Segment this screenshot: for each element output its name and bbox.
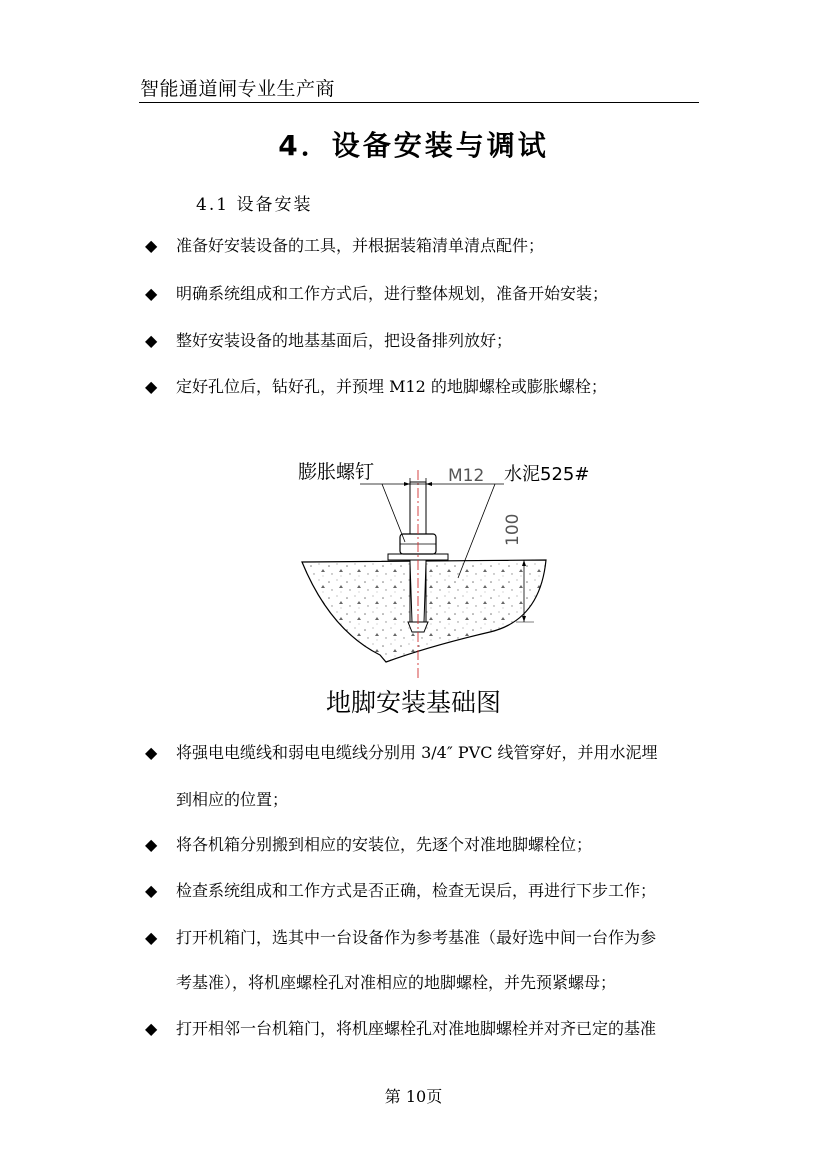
bullet-item: 将各机箱分别搬到相应的安装位，先逐个对准地脚螺栓位； [176,835,593,854]
diamond-bullet-icon: ◆ [145,236,158,255]
diamond-bullet-icon: ◆ [145,1019,158,1038]
bullet-item-continuation: 考基准），将机座螺栓孔对准相应的地脚螺栓，并先预紧螺母； [176,973,617,992]
page-number: 第 10页 [384,1087,443,1106]
diamond-bullet-icon: ◆ [145,284,158,303]
foundation-diagram [290,450,590,680]
label-m12: M12 [448,466,485,486]
diamond-bullet-icon: ◆ [145,835,158,854]
header-text: 智能通道闸专业生产商 [140,78,336,100]
label-cement: 水泥525# [504,464,590,485]
bullet-item: 定好孔位后，钻好孔，并预埋 M12 的地脚螺栓或膨胀螺栓； [176,377,607,396]
bullet-item: 打开相邻一台机箱门，将机座螺栓孔对准地脚螺栓并对齐已定的基准 [176,1019,657,1038]
bullet-item: 明确系统组成和工作方式后，进行整体规划，准备开始安装； [176,284,609,303]
diamond-bullet-icon: ◆ [145,928,158,947]
diamond-bullet-icon: ◆ [145,881,158,900]
diamond-bullet-icon: ◆ [145,377,158,396]
figure-caption: 地脚安装基础图 [325,688,501,717]
chapter-title: 4．设备安装与调试 [278,129,549,162]
bolt-leader [382,484,405,542]
diamond-bullet-icon: ◆ [145,331,158,350]
label-expansion-bolt: 膨胀螺钉 [298,461,375,483]
label-depth: 100 [503,513,523,546]
bullet-item: 准备好安装设备的工具，并根据装箱清单清点配件； [176,236,545,255]
section-heading: 4.1 设备安装 [196,195,313,215]
bullet-item: 整好安装设备的地基基面后，把设备排列放好； [176,331,513,350]
bullet-item: 检查系统组成和工作方式是否正确，检查无误后，再进行下步工作； [176,881,657,900]
bullet-item-continuation: 到相应的位置； [176,790,289,809]
bullet-item: 将强电电缆线和弱电电缆线分别用 3/4″ PVC 线管穿好，并用水泥埋 [176,743,658,762]
diamond-bullet-icon: ◆ [145,743,158,762]
page-header [139,74,699,103]
bullet-item: 打开机箱门，选其中一台设备作为参考基准（最好选中间一台作为参 [176,928,657,947]
